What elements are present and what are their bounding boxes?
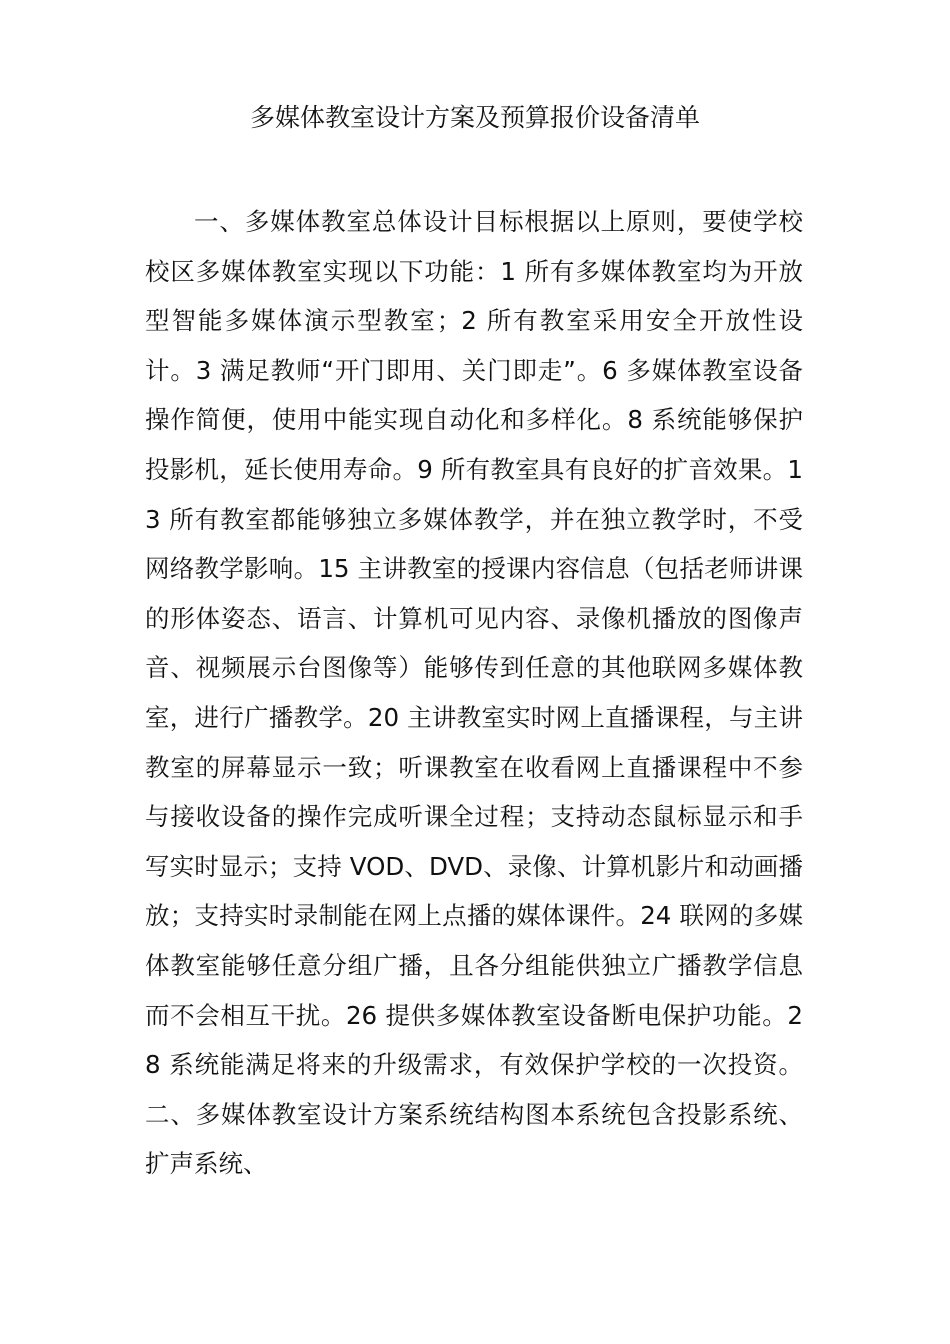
document-title: 多媒体教室设计方案及预算报价设备清单 bbox=[249, 103, 700, 132]
document-body-paragraph: 一、多媒体教室总体设计目标根据以上原则，要使学校校区多媒体教室实现以下功能：1 所有多媒体教室均为开放型智能多媒体演示型教室；2 所有教室采用安全开放性设计。3 满足教师“开门即用、关门即走”。6 多媒体教室设备操作简便，使用中能实现自动化和多样化。8 系统能够保护投影机，延长使用寿命。9 所有教室具有良好的扩音效果。13 所有教室都能够独立多媒体教学，并在独立教学时，不受网络教学影响。15 主讲教室的授课内容信息（包括老师讲课的形体姿态、语言、计算机可见内容、录像机播放的图像声音、视频展示台图像等）能够传到任意的其他联网多媒体教室，进行广播教学。20 主讲教室实时网上直播课程，与主讲教室的屏幕显示一致；听课教室在收看网上直播课程中不参与接收设备的操作完成听课全过程；支持动态鼠标显示和手写实时显示；支持 VOD、DVD、录像、计算机影片和动画播放；支持实时录制能在网上点播的媒体课件。24 联网的多媒体教室能够任意分组广播，且各分组能供独立广播教学信息而不会相互干扰。26 提供多媒体教室设备断电保护功能。28 系统能满足将来的升级需求，有效保护学校的一次投资。二、多媒体教室设计方案系统结构图本系统包含投影系统、扩声系统、 bbox=[145, 207, 803, 1179]
